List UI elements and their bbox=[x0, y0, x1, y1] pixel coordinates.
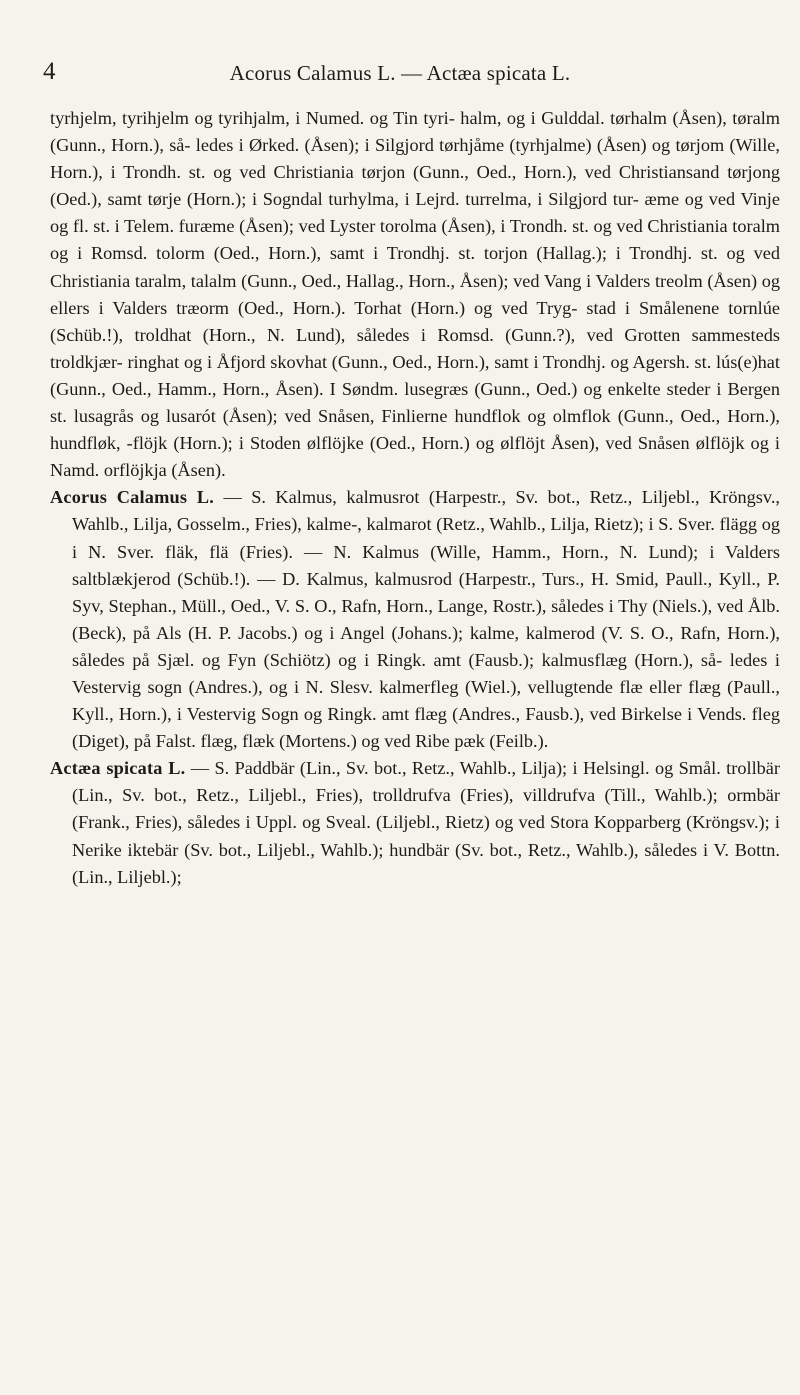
running-head: Acorus Calamus L. — Actæa spicata L. bbox=[229, 61, 571, 85]
entry-actaea-spicata bbox=[50, 755, 780, 890]
entry-text-actaea-spicata: — S. Paddbär (Lin., Sv. bot., Retz., Wahlb., Lilja); i Helsingl. og Smål. trollbär (Lin., Sv. bot., Retz., Liljebl., Fries), trolldrufva (Fries), villdrufva (Till., Wahlb.); ormbär (Frank., Fries), således i Uppl. og Sveal. (Liljebl., Rietz) og ved Stora Kopparberg (Kröngsv.); i Nerike iktebär (Sv. bot., Liljebl., Wahlb.); hundbär (Sv. bot., Retz., Wahlb.), således i V. Bottn. (Lin., Liljebl.); bbox=[72, 758, 780, 887]
page-number: 4 bbox=[43, 58, 56, 85]
paragraph-continuation: tyrhjelm, tyrihjelm og tyrihjalm, i Numed. og Tin tyri- halm, og i Gulddal. tørhalm (Åsen), tøralm (Gunn., Horn.), så- ledes i Ørked. (Åsen); i Silgjord tørhjåme (tyrhjalme) (Åsen) og tørjom (Wille, Horn.), i Trondh. st. og ved Christiania tørjon (Gunn., Oed., Horn.), ved Christiansand tørjong (Oed.), samt tørje (Horn.); i Sogndal turhylma, i Lejrd. turrelma, i Silgjord tur- æme og ved Vinje og fl. st. i Telem. furæme (Åsen); ved Lyster torolma (Åsen), i Trondh. st. og ved Christiania toralm og i Romsd. tolorm (Oed., Horn.), samt i Trondhj. st. torjon (Hallag.); i Trondhj. st. og ved Christiania taralm, talalm (Gunn., Oed., Hallag., Horn., Åsen); ved Vang i Valders treolm (Åsen) og ellers i Valders træorm (Oed., Horn.). Torhat (Horn.) og ved Tryg- stad i Smålenene tornlúe (Schüb.!), troldhat (Horn., N. Lund), således i Romsd. (Gunn.?), ved Grotten sammesteds troldkjær- ringhat og i Åfjord skovhat (Gunn., Oed., Horn.), samt i Trondhj. og Agersh. st. lús(e)hat (Gunn., Oed., Hamm., Horn., Åsen). I Søndm. lusegræs (Gunn., Oed.) og enkelte steder i Bergen st. lusagrås og lusarót (Åsen); ved Snåsen, Finlierne hundflok og olmflok (Gunn., Oed., Horn.), hundfløk, -flöjk (Horn.); i Stoden ølflöjke (Oed., Horn.) og ølflöjt Åsen), ved Snåsen ølflöjk og i Namd. orflöjkja (Åsen). bbox=[50, 108, 780, 481]
headword-actaea-spicata: Actæa spicata L. bbox=[50, 758, 186, 779]
body-text bbox=[50, 105, 780, 891]
page-header bbox=[0, 57, 800, 87]
entry-acorus-calamus bbox=[50, 484, 780, 755]
headword-acorus-calamus: Acorus Calamus L. bbox=[50, 487, 215, 508]
entry-text-acorus-calamus: — S. Kalmus, kalmusrot (Harpestr., Sv. bot., Retz., Liljebl., Kröngsv., Wahlb., Lilja, Gosselm., Fries), kalme-, kalmarot (Retz., Wahlb., Lilja, Rietz); i S. Sver. flägg og i N. Sver. fläk, flä (Fries). — N. Kalmus (Wille, Hamm., Horn., N. Lund); i Valders saltblækjerod (Schüb.!). — D. Kalmus, kalmusrod (Harpestr., Turs., H. Smid, Paull., Kyll., P. Syv, Stephan., Müll., Oed., V. S. O., Rafn, Horn., Lange, Rostr.), således i Thy (Niels.), ved Ålb. (Beck), på Als (H. P. Jacobs.) og i Angel (Johans.); kalme, kalmerod (V. S. O., Rafn, Horn.), således på Sjæl. og Fyn (Schiötz) og i Ringk. amt (Fausb.); kalmusflæg (Horn.), så- ledes i Vestervig sogn (Andres.), og i N. Slesv. kalmerfleg (Wiel.), vellugtende flæ eller flæg (Paull., Kyll., Horn.), i Vestervig Sogn og Ringk. amt flæg (Andres., Fausb.), ved Birkelse i Vends. fleg (Diget), på Falst. flæg, flæk (Mortens.) og ved Ribe pæk (Feilb.). bbox=[72, 487, 780, 752]
